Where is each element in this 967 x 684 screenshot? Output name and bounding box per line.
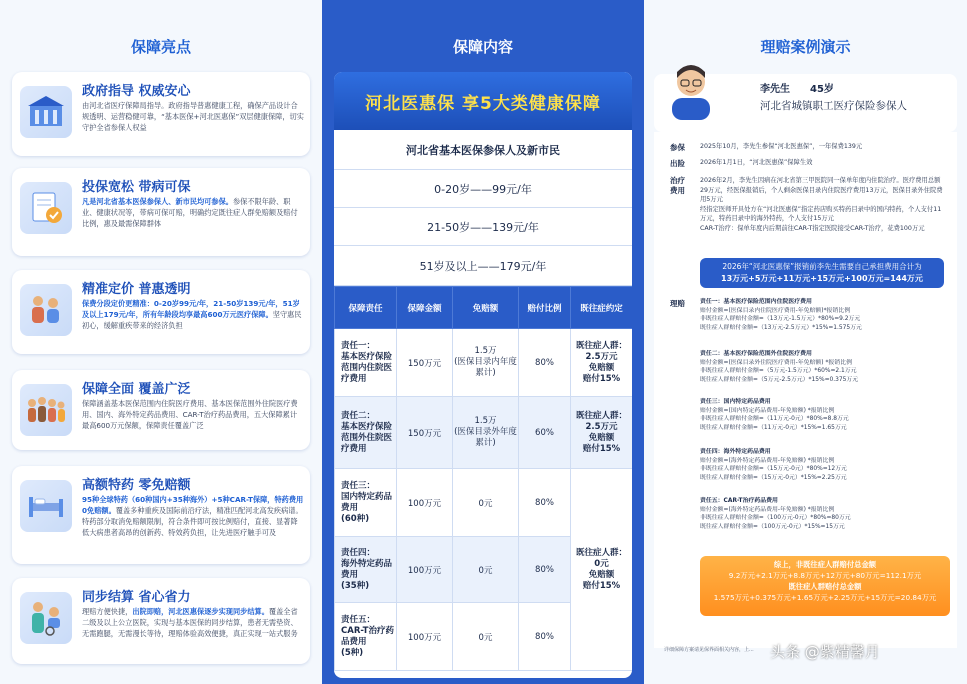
claim-line: 非既往症人群赔付金额=（11万元-0元）*80%=8.8万元: [700, 416, 849, 423]
card-text: 由河北省医疗保障局指导。政府指导普惠健康工程，确保产品设计合规透明、运营稳健可靠，“基本医保+河北医惠保”双层健康保障，切实守护全省参保人权益: [82, 101, 304, 132]
label-risk: 出险: [670, 159, 685, 168]
responsibility-cell: 责任一： 基本医疗保险范围内住院医疗费用: [335, 329, 397, 397]
shield-check-icon: [20, 182, 72, 234]
claim-line: 既往症人群赔付金额=（5万元-2.5万元）*15%=0.375万元: [700, 376, 859, 383]
table-row: [335, 329, 633, 397]
claim-formula: 赔付金额=(医保目录内住院医疗费用-年免赔额)*报销比例: [700, 307, 851, 314]
card-highlight: 95种全球特药（60种国内+35种海外）+5种CAR-T保障，特药费用0免赔额。: [82, 495, 304, 515]
card-text: [82, 298, 304, 331]
table-row: [335, 397, 633, 469]
card-body: 覆盖多种重疾及国际前沿疗法，精准匹配河北高发疾病谱。特药部分取消免赔额限制，符合条件即可按比例赔付，直接、显著降低大病患者高昂的创新药、特效药负担，让先进医疗触手可及: [82, 506, 303, 537]
government-building-icon: [20, 86, 72, 138]
card-title: 投保宽松 带病可保: [82, 180, 191, 195]
card-body: 坚守惠民初心，缓解重疾带来的经济负担: [82, 310, 302, 330]
claim-line: 既往症人群赔付金额=（100万元-0元）*15%=15万元: [700, 523, 845, 530]
responsibility-cell: 责任三： 国内特定药品费用 (60种): [335, 469, 397, 537]
table-header-cell: 既往症约定: [571, 287, 633, 329]
deductible-cell: 0元: [453, 603, 519, 671]
highlight-card-eligibility: [12, 168, 310, 256]
total-non-preexisting: 9.2万元+2.1万元+8.8万元+12万元+80万元=112.1万元: [728, 571, 922, 580]
preexisting-cell-merged: 既往症人群： 0元 免赔额 赔付15%: [571, 469, 633, 671]
label-claim: 理赔: [670, 299, 685, 308]
coverage-panel: [322, 0, 644, 684]
card-title: 高额特药 零免赔额: [82, 478, 191, 493]
label-cost: 治疗费用: [670, 176, 685, 195]
table-header-row: [335, 287, 633, 329]
amount-cell: 100万元: [397, 537, 453, 603]
highlight-card-government: [12, 72, 310, 156]
card-text: [82, 196, 304, 229]
ratio-cell: 80%: [519, 469, 571, 537]
card-text: [82, 494, 304, 538]
claim-total-box: [700, 556, 950, 616]
card-highlight: 保费分段定价更精准：0-20岁99元/年，21-50岁139元/年，51岁及以上179元/年，所有年龄段均享最高600万元医疗保障。: [82, 299, 300, 319]
claim-formula: 赔付金额=(海外特定药品费用-年免赔额) *报销比例: [700, 506, 835, 513]
total-self-cost-box: [700, 258, 944, 288]
card-highlight: 出院即赔，河北医惠保逐步实现同步结算。: [132, 607, 269, 616]
claim-line: 既往症人群赔付金额=（13万元-2.5万元）*15%=1.575万元: [700, 324, 862, 331]
claim-formula: 赔付金额=(海外特定药品费用-年免赔额) *报销比例: [700, 457, 835, 464]
text-cost: 2026年2月，李先生因病在河北省第三甲医院同一保单年度内住院治疗。医疗费用总额29万元，经医保报销后，个人剩余医保目录内住院医疗费用13万元，医保目录外住院费用5万元 经指定医师开具处方在“河北医惠保”指定药店购买特药目录中的国内特药，个人支付11万元，特药目录中的海外特药，个人支付15万元 CAR-T治疗：保单年度内后期前往CAR-T指定医院接受CAR-T治疗，花费100万元: [700, 177, 943, 232]
table-header-cell: 免赔额: [453, 287, 519, 329]
table-header-cell: 保障金额: [397, 287, 453, 329]
card-body: 参保不限年龄、职业、健康状况等，带病可保可赔，明确约定既往症人群免赔额及赔付比例，惠及最需保障群体: [82, 197, 298, 228]
person-name: 李先生: [760, 84, 790, 95]
claim-line: 既往症人群赔付金额=（15万元-0元）*15%=2.25万元: [700, 474, 847, 481]
claim-formula: 赔付金额=(国内特定药品费用-年免赔额) *报销比例: [700, 407, 835, 414]
footnote: 详细保障方案请见保界面相关内容，上...: [664, 647, 754, 653]
highlight-card-pricing: [12, 270, 310, 354]
card-highlight: 凡是河北省基本医保参保人、新市民均可参保。: [82, 197, 233, 206]
claim-formula: 赔付金额=(医保目录外住院医疗费用-年免赔额) *报销比例: [700, 359, 852, 366]
table-header-cell: 保障责任: [335, 287, 397, 329]
highlight-card-coverage: [12, 370, 310, 450]
claim-block: [700, 350, 945, 384]
section-title-coverage: 保障内容: [452, 38, 513, 56]
person-age: 45岁: [810, 84, 834, 95]
deductible-cell: 0元: [453, 537, 519, 603]
claim-heading: 责任二：基本医疗保险范围外住院医疗费用: [700, 351, 812, 357]
claim-line: 非既往症人群赔付金额=（100万元-0元）*80%=80万元: [700, 515, 851, 522]
claim-line: 既往症人群赔付金额=（11万元-0元）*15%=1.65万元: [700, 424, 847, 431]
highlight-card-special-drugs: [12, 466, 310, 564]
claim-heading: 责任三：国内特定药品费用: [700, 399, 771, 405]
card-title: 精准定价 普惠透明: [82, 282, 191, 297]
family-icon: [20, 284, 72, 336]
claim-line: 非既往症人群赔付金额=（5万元-1.5万元）*60%=2.1万元: [700, 368, 857, 375]
watermark: 头条 @紫精馨月: [770, 643, 880, 661]
claim-heading: 责任五：CAR-T治疗药品费用: [700, 498, 778, 504]
deductible-cell: 0元: [453, 469, 519, 537]
claim-block: [700, 398, 945, 432]
responsibility-cell: 责任四： 海外特定药品费用 (35种): [335, 537, 397, 603]
ratio-cell: 60%: [519, 397, 571, 469]
amount-cell: 150万元: [397, 397, 453, 469]
claim-block: [700, 298, 945, 332]
text-risk: 2026年1月1日，“河北医惠保”保障生效: [700, 159, 813, 166]
section-title-highlights: 保障亮点: [130, 38, 191, 56]
ratio-cell: 80%: [519, 603, 571, 671]
avatar: [664, 58, 718, 120]
preexisting-cell: 既往症人群： 2.5万元 免赔额 赔付15%: [571, 329, 633, 397]
deductible-cell: 1.5万 (医保目录内年度累计): [453, 329, 519, 397]
banner-text: 河北医惠保 享5大类健康保障: [365, 93, 601, 114]
claim-heading: 责任四：海外特定药品费用: [700, 449, 771, 455]
responsibility-cell: 责任二： 基本医疗保险范围外住院医疗费用: [335, 397, 397, 469]
responsibility-cell: 责任五： CAR-T治疗药品费用 (5种): [335, 603, 397, 671]
total-non-preexisting-title: 综上，非既往症人群赔付总金额: [773, 560, 877, 569]
card-title: 保障全面 覆盖广泛: [82, 382, 191, 397]
table-row: [335, 469, 633, 537]
amount-cell: 150万元: [397, 329, 453, 397]
text-insure: 2025年10月，李先生参保“河北医惠保”，一年保费139元: [700, 143, 863, 150]
price-row: 0-20岁——99元/年: [334, 170, 632, 208]
claim-block: [700, 448, 945, 482]
deductible-cell: 1.5万 (医保目录外年度累计): [453, 397, 519, 469]
claim-block: [700, 497, 945, 531]
total-preexisting: 1.575万元+0.375万元+1.65万元+2.25万元+15万元=20.84万元: [713, 593, 937, 602]
coverage-banner: [334, 72, 632, 130]
highlight-card-settlement: [12, 578, 310, 664]
card-text: 保障涵盖基本医保范围内住院医疗费用、基本医保范围外住院医疗费用、国内、海外特定药品费用、CAR-T治疗药品费用，五大保障累计最高600万元保额，保障责任覆盖广泛: [82, 399, 298, 430]
claim-line: 非既往症人群赔付金额=（15万元-0元）*80%=12万元: [700, 466, 847, 473]
total-preexisting-title: 既往症人群赔付总金额: [788, 582, 862, 591]
label-insure: 参保: [670, 143, 685, 152]
claim-heading: 责任一：基本医疗保险范围内住院医疗费用: [700, 299, 812, 305]
eligibility-row: 河北省基本医保参保人及新市民: [334, 130, 632, 170]
hospital-bed-icon: [20, 480, 72, 532]
amount-cell: 100万元: [397, 603, 453, 671]
card-title: 同步结算 省心省力: [82, 590, 191, 605]
price-row: 21-50岁——139元/年: [334, 208, 632, 246]
section-title-claim-case: 理赔案例演示: [760, 38, 851, 56]
card-body: 覆盖全省二级及以上公立医院，实现与基本医保的同步结算，患者无需垫资、无需跑腿，无需漫长等待，理赔体验高效便捷，真正实现一站式服务: [82, 607, 298, 638]
total-self-cost-formula: 13万元+5万元+11万元+15万元+100万元=144万元: [721, 274, 923, 283]
card-text: [82, 606, 304, 639]
ratio-cell: 80%: [519, 537, 571, 603]
claim-line: 非既往症人群赔付金额=（13万元-1.5万元）*80%=9.2万元: [700, 316, 861, 323]
claim-case-panel: [644, 0, 967, 684]
highlights-panel: [0, 0, 322, 684]
table-header-cell: 赔付比例: [519, 287, 571, 329]
amount-cell: 100万元: [397, 469, 453, 537]
nurse-patient-icon: [20, 592, 72, 644]
total-self-cost-title: 2026年“河北医惠保”报销前李先生需要自己承担费用合计为: [722, 262, 922, 271]
ratio-cell: 80%: [519, 329, 571, 397]
preexisting-cell: 既往症人群： 2.5万元 免赔额 赔付15%: [571, 397, 633, 469]
card-title: 政府指导 权威安心: [82, 84, 191, 99]
people-group-icon: [20, 384, 72, 436]
card-body-pre: 理赔方便快捷，: [82, 607, 133, 616]
person-description: 河北省城镇职工医疗保险参保人: [760, 100, 907, 112]
coverage-table: [334, 286, 632, 671]
price-row: 51岁及以上——179元/年: [334, 246, 632, 286]
coverage-box: [334, 72, 632, 678]
